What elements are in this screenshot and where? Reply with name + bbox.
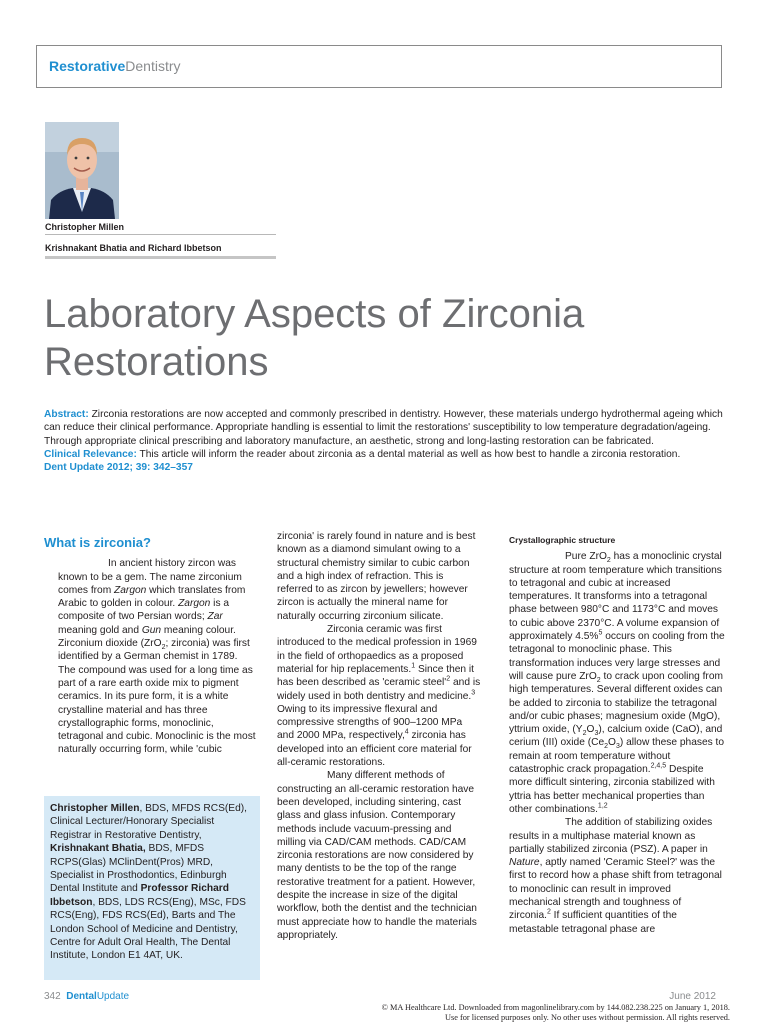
abstract-text: Zirconia restorations are now accepted and commonly prescribed in dentistry. However, these materials undergo hydrothermal ageing which can reduce their clinical performance. Appropriate handling is essential to limit the restorations' susceptibility to low temperature degradation/ageing. Through appropriate clinical prescribing and laboratory manufacture, an aesthetic, strong and long-lasting restoration can be fabricated. [44,409,723,447]
reference-marker: 2 [446,675,451,683]
section-header-box [36,45,722,88]
text-run: and is widely used in both dentistry and medicine. [277,677,481,702]
footer-page-info [44,991,129,1002]
text-run: ) allow these phases to remain at room temperature without catastrophic crack propagation. [509,737,725,776]
article-title [44,290,734,386]
reference-marker: 2,4,5 [650,762,667,770]
text-run: Since then it has been described as 'ceramic steel' [277,663,475,689]
col2-paragraph-2 [277,623,481,769]
bio-name-bhatia: Krishnakant Bhatia, [50,843,146,855]
reference-marker: 2 [546,908,551,916]
text-run: zirconia has developed into an efficient core material for all-ceramic restorations. [277,730,472,769]
reference-marker: 1 [411,662,416,670]
bio-name-ibbetson: Professor Richard Ibbetson [50,883,229,908]
author-co-names: Krishnakant Bhatia and Richard Ibbetson [45,243,222,253]
abstract-label: Abstract: [44,409,89,420]
text-run: If sufficient quantities of the metastable tetragonal phase are [509,910,677,935]
reference-marker: 4 [404,729,409,737]
subscript: 2 [582,730,587,738]
text-run: In ancient history zircon was known to be a gem. The name zirconium comes from [58,558,242,596]
italic-term: Zargon [114,584,147,596]
bio-text: , BDS, LDS RCS(Eng), MSc, FDS RCS(Eng), FDS RCS(Ed), Barts and The London School of Medicine and Dentistry, Centre for Adult Oral Health, The Dental Institute, London E1 4AT, UK. [50,896,246,962]
heading-crystallographic-structure: Crystallographic structure [509,535,616,545]
text-run: Zirconia ceramic was first introduced to the medical profession in 1969 in the field of orthopaedics as a proposed material for hip replacements. [277,624,477,675]
bio-text: BDS, MFDS RCPS(Glas) MClinDent(Pros) MRD, Specialist in Prosthodontics, Edinburgh Dental Institute and [50,843,227,895]
text-run: Owing to its impressive flexural and compressive strengths of 900–1200 MPa and 2000 MPa, respectively, [277,703,463,742]
text-run: ; zirconia) was first identified by a German chemist in 1789. The compound was used for a long time as part of a rare earth oxide mix to pigment ceramics. In its pure form, it is a white crystalline material and has three crystallographic forms, monoclinic, tetragonal and cubic. Monoclinic is the most naturally occurring form, while 'cubic [58,638,256,756]
column-1 [44,536,256,757]
text-run: occurs on cooling from the tetragonal to monoclinic phase. This transformation induces very large stresses and will cause pure ZrO [509,631,725,682]
author-bio-box [44,796,260,980]
italic-term: Nature [509,857,540,869]
subscript: 2 [161,644,166,652]
author-divider-thick [45,256,276,259]
issue-date: June 2012 [669,991,716,1002]
subscript: 2 [596,677,601,684]
subscript: 2 [606,557,611,565]
section-label-restorative: Restorative [49,58,126,74]
text-run: O [608,737,616,749]
title-line-1: Laboratory Aspects of Zirconia [44,292,585,336]
magazine-name-dental: Dental [66,991,97,1002]
italic-term: Zargon [178,598,211,610]
col3-paragraph-2 [509,816,725,936]
text-run: to crack upon cooling from high temperatures. Several different oxides can be added to zirconia to stabilize the tetragonal and/or cubic phases; magnesium oxide (MgO), yttrium oxide, (Y [509,670,723,736]
reference-marker: 1,2 [597,802,608,810]
text-run: meaning gold and [58,624,142,636]
clinical-relevance-paragraph [44,448,724,461]
citation: Dent Update 2012; 39: 342–357 [44,462,193,474]
text-run: has a monoclinic crystal structure at room temperature which transitions to tetragonal and cubic at increased temperatures. It transforms into a tetragonal phase between 980°C and 1173°C and moves to cubic above 2370°C. A volume expansion of approximately 4.5% [509,551,722,643]
col2-paragraph-1: zirconia' is rarely found in nature and is best known as a diamond simulant owing to a structural chemistry similar to cubic carbon and a high index of refraction. This is referred to as zircon by jewellers; however zircon is actually the mineral name for naturally occurring zirconium silicate. [277,531,476,622]
clinical-relevance-label: Clinical Relevance: [44,448,137,460]
author-divider [45,234,276,235]
author-photo [45,122,119,219]
heading-what-is-zirconia: What is zirconia? [44,535,151,550]
text-run: The addition of stabilizing oxides results in a multiphase material known as partially stabilized zirconia (PSZ). A paper in [509,817,713,855]
section-label [49,58,181,74]
reference-marker: 5 [598,629,603,637]
magazine-name-update: Update [96,991,130,1002]
reference-marker: 3 [471,689,476,697]
abstract-paragraph [44,408,724,448]
title-line-2: Restorations [44,340,269,384]
text-run: O [586,724,595,736]
subscript: 2 [604,743,609,751]
section-label-dentistry: Dentistry [125,58,181,74]
text-run: , aptly named 'Ceramic Steel?' was the first to record how a phase shift from tetragonal to monoclinic can result in improved mechanical strength and toughness of zirconia. [509,857,722,922]
clinical-relevance-text: This article will inform the reader about zirconia as a dental material as well as how best to handle a zirconia restoration. [139,448,681,460]
text-run: is a composite of two Persian words; [58,598,230,623]
col3-paragraph-1 [509,550,725,816]
column-2 [277,530,481,942]
text-run: ), calcium oxide (CaO), and cerium (III) oxide (Ce [509,724,723,749]
subscript: 3 [594,730,599,738]
column-3 [509,534,725,936]
download-notice [300,1003,730,1022]
text-run: Pure ZrO [565,551,607,563]
text-run: which translates from Arabic to golden in colour. [58,584,246,610]
download-notice-line-2: Use for licensed purposes only. No other uses without permission. All rights reserved. [445,1012,730,1022]
page-number: 342 [44,991,61,1002]
abstract-block [44,408,724,474]
bio-text: , BDS, MFDS RCS(Ed), Clinical Lecturer/Honorary Specialist Registrar in Restorative Dentistry, [50,803,247,841]
author-main-name: Christopher Millen [45,222,125,232]
text-run: Despite more difficult sintering, zirconia stabilized with yttria has better mechanical properties than other combinations. [509,764,715,815]
column-1-body [44,557,256,756]
subscript: 3 [615,743,620,751]
text-run: meaning colour. Zirconium dioxide (ZrO [58,624,236,650]
col2-paragraph-3: Many different methods of constructing an all-ceramic restoration have been developed, including sintering, cast glass and glass infusion. Contemporary methods include vacuum-pressing and milling via CAD/CAM methods. CAD/CAM zirconia restorations are now considered by many dentists to be the top of the range restorative treatment for a patient. However, despite the increase in size of the digital workflow, both the dentist and the technician must appreciate how to handle the materials appropriately. [277,770,477,941]
italic-term: Gun [141,624,162,636]
col1-paragraph [58,557,256,756]
italic-term: Zar [207,611,223,623]
bio-name-millen: Christopher Millen [50,803,140,814]
download-notice-line-1: © MA Healthcare Ltd. Downloaded from magonlinelibrary.com by 144.082.238.225 on January 1, 2018. [381,1003,730,1012]
